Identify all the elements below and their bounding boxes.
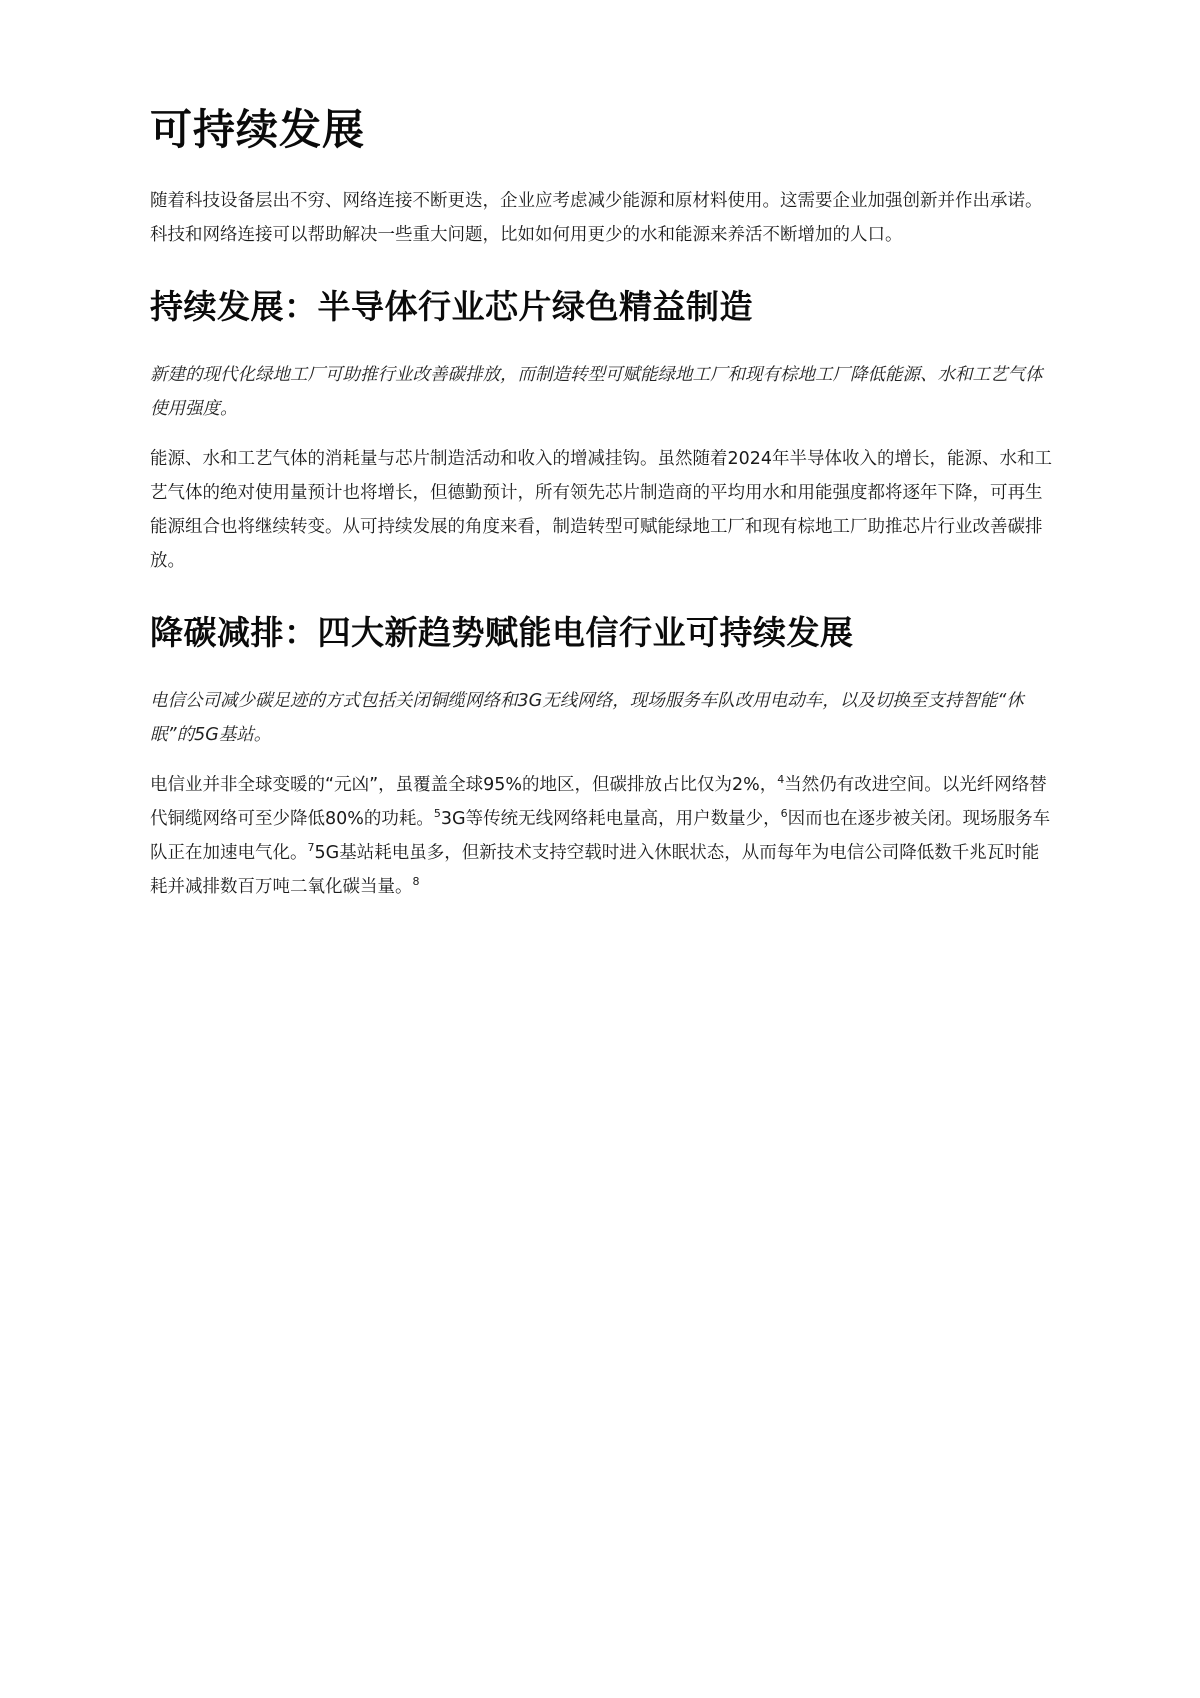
section-body-telecom (150, 768, 1055, 904)
body-text: 当然仍有改进空间。以光纤网络替代铜缆网络可至少降低80%的功耗。 (150, 775, 1047, 829)
document-page (150, 100, 1055, 904)
page-title: 可持续发展 (150, 105, 366, 154)
section-lead-telecom: 电信公司减少碳足迹的方式包括关闭铜缆网络和3G无线网络，现场服务车队改用电动车，以及切换至支持智能“休眠”的5G基站。 (150, 691, 1024, 745)
section-lead-semiconductor: 新建的现代化绿地工厂可助推行业改善碳排放，而制造转型可赋能绿地工厂和现有棕地工厂降低能源、水和工艺气体使用强度。 (150, 365, 1043, 419)
section-heading-semiconductor: 持续发展：半导体行业芯片绿色精益制造 (150, 287, 753, 326)
footnote-ref-5[interactable]: 5 (433, 807, 441, 820)
section-body-semiconductor: 能源、水和工艺气体的消耗量与芯片制造活动和收入的增减挂钩。虽然随着2024年半导体收入的增长，能源、水和工艺气体的绝对使用量预计也将增长，但德勤预计，所有领先芯片制造商的平均用水和用能强度都将逐年下降，可再生能源组合也将继续转变。从可持续发展的角度来看，制造转型可赋能绿地工厂和现有棕地工厂助推芯片行业改善碳排放。 (150, 449, 1053, 571)
body-text: 3G等传统无线网络耗电量高，用户数量少， (440, 809, 781, 829)
body-text: 因而也在逐步被关闭。现场服务车队正在加速电气化。 (150, 809, 1051, 863)
body-text: 电信业并非全球变暖的“元凶”，虽覆盖全球95%的地区，但碳排放占比仅为2%， (150, 775, 778, 795)
footnote-ref-7[interactable]: 7 (307, 841, 315, 854)
footnote-ref-4[interactable]: 4 (777, 773, 785, 786)
footnote-ref-6[interactable]: 6 (780, 807, 788, 820)
intro-paragraph: 随着科技设备层出不穷、网络连接不断更迭，企业应考虑减少能源和原材料使用。这需要企业加强创新并作出承诺。科技和网络连接可以帮助解决一些重大问题，比如如何用更少的水和能源来养活不断增加的人口。 (150, 191, 1043, 245)
body-text: 5G基站耗电虽多，但新技术支持空载时进入休眠状态，从而每年为电信公司降低数千兆瓦时能耗并减排数百万吨二氧化碳当量。 (150, 843, 1040, 897)
section-heading-telecom: 降碳减排：四大新趋势赋能电信行业可持续发展 (150, 613, 854, 652)
footnote-ref-8[interactable]: 8 (412, 875, 420, 888)
